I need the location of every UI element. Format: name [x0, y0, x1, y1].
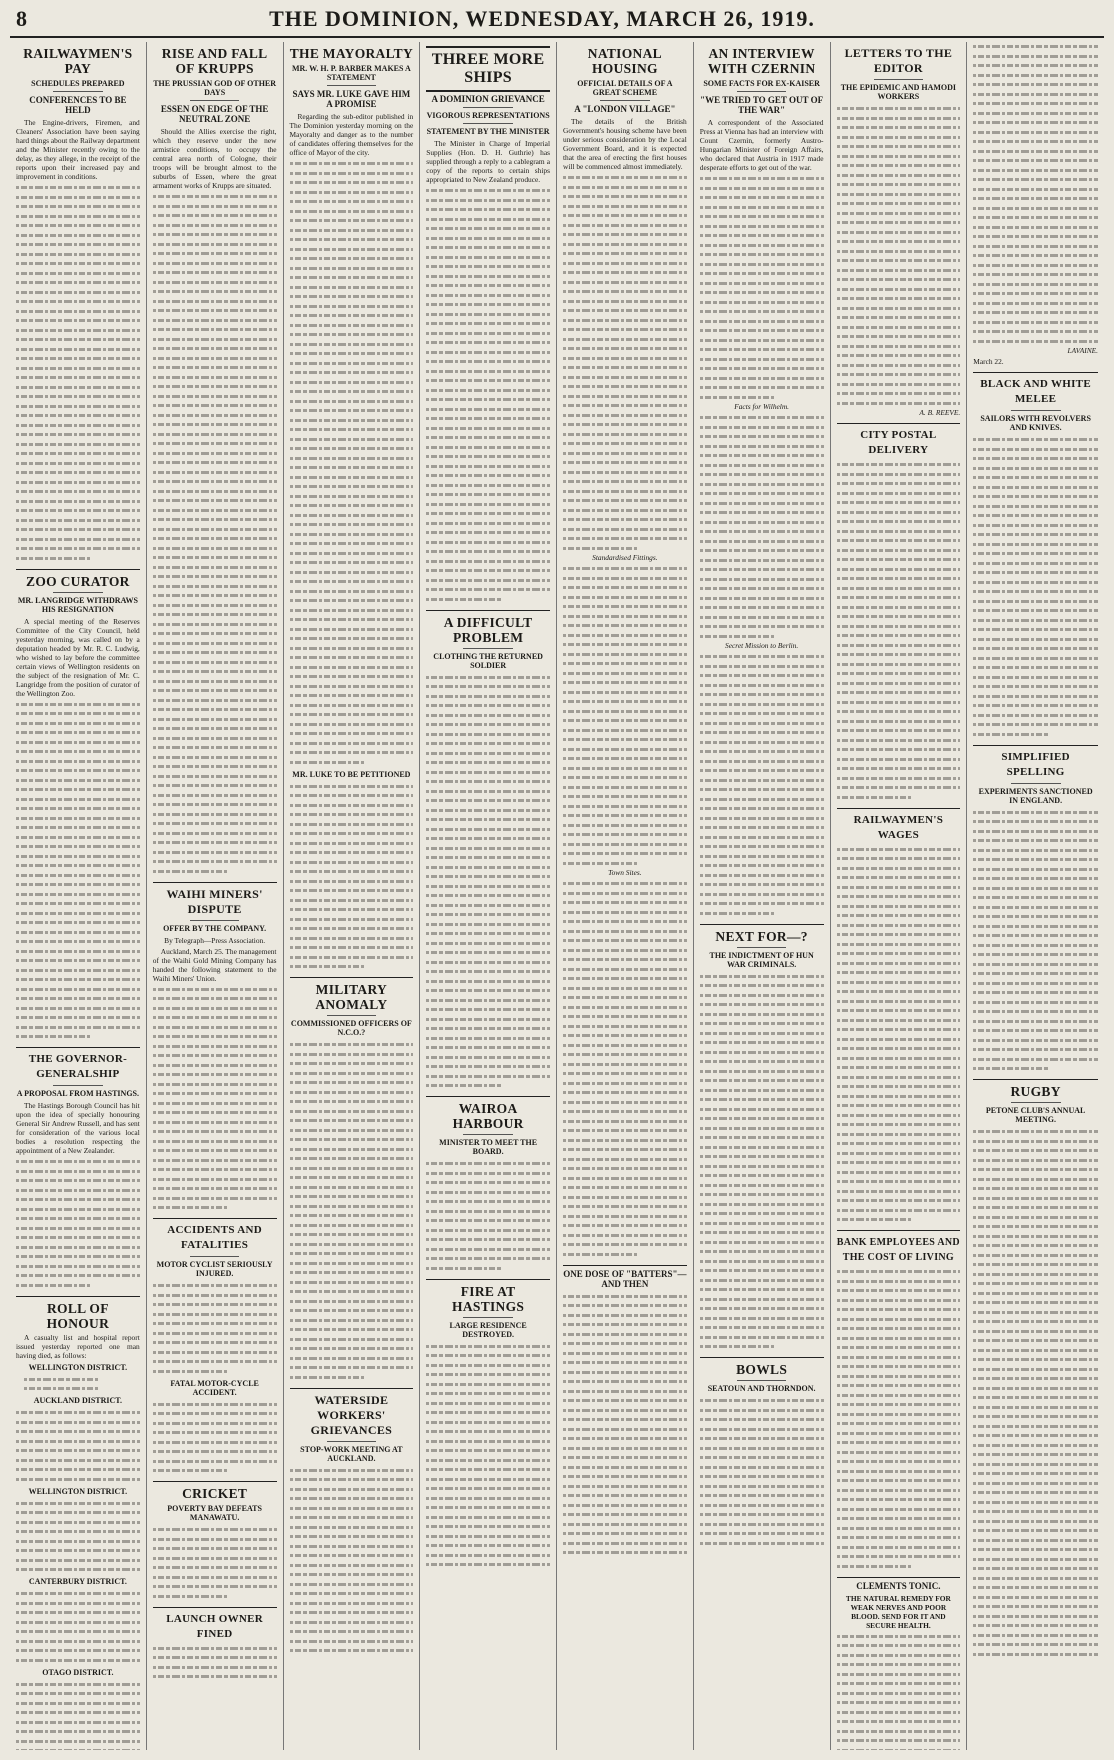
columns: [10, 42, 1104, 1750]
subheadline: A PROPOSAL FROM HASTINGS.: [16, 1089, 139, 1098]
article-city-postal: [837, 428, 961, 802]
masthead: [10, 6, 1104, 38]
subheadline: OFFICIAL DETAILS OF A GREAT SCHEME: [577, 79, 673, 97]
headline: NEXT FOR—?: [715, 928, 808, 944]
article-black-and-white: [973, 377, 1098, 739]
advertisement-batters: [563, 1269, 687, 1558]
byline: By Telegraph—Press Association.: [164, 935, 266, 945]
headline: THE GOVERNOR-GENERALSHIP: [28, 1053, 128, 1080]
signature: A. B. REEVE.: [919, 408, 961, 417]
headline: LETTERS TO THE EDITOR: [844, 46, 953, 75]
subheadline: A DOMINION GRIEVANCE: [431, 94, 545, 104]
subheadline: MR. LANGRIDGE WITHDRAWS HIS RESIGNATION: [17, 595, 138, 614]
headline: A DIFFICULT PROBLEM: [443, 614, 533, 645]
column-4: [420, 42, 557, 1750]
article-letter-continued: [973, 42, 1098, 366]
subheadline: CLOTHING THE RETURNED SOLDIER: [433, 651, 543, 670]
newspaper-title: THE DOMINION, WEDNESDAY, MARCH 26, 1919.: [269, 6, 815, 31]
section-label: Standardised Fittings.: [592, 553, 658, 562]
article-next-for: [700, 929, 824, 1352]
subheadline: PETONE CLUB'S ANNUAL MEETING.: [985, 1106, 1086, 1124]
headline: RISE AND FALL OF KRUPPS: [161, 46, 268, 76]
subheadline: EXPERIMENTS SANCTIONED IN ENGLAND.: [978, 786, 1093, 805]
article-simplified-spelling: [973, 750, 1098, 1074]
headline: THREE MORE SHIPS: [426, 46, 550, 92]
subheadline: SAILORS WITH REVOLVERS AND KNIVES.: [980, 414, 1091, 432]
column-7: [831, 42, 968, 1750]
subheadline: STOP-WORK MEETING AT AUCKLAND.: [300, 1444, 403, 1463]
district-label: OTAGO DISTRICT.: [42, 1667, 114, 1677]
subheadline: SCHEDULES PREPARED: [31, 79, 125, 88]
ad-text: THE NATURAL REMEDY FOR WEAK NERVES AND POOR BLOOD. SEND FOR IT AND SECURE HEALTH.: [845, 1593, 951, 1630]
section-label: Town Sites.: [608, 868, 642, 877]
article-bank-employees: [837, 1235, 961, 1571]
subheadline: MINISTER TO MEET THE BOARD.: [439, 1138, 538, 1156]
subheadline: SOME FACTS FOR EX-KAISER: [703, 79, 820, 88]
article-difficult-problem: [426, 615, 550, 1091]
article-text: Auckland, March 25. The management of the Waihi Gold Mining Company has handed the following statement to the Waihi Miners' Union.: [152, 946, 277, 983]
article-zoo-curator: [16, 574, 140, 1042]
article-text: A special meeting of the Reserves Committee of the City Council, held yesterday morning, was called on by a deputation headed by Mr. R. C. Ludwig, who wished to lay before the committee certain views of Wellington residents on the subject of the resignation of Mr. C. Langridge from the position of curator of the Wellington Zoo.: [16, 616, 140, 698]
headline: BLACK AND WHITE MELEE: [980, 378, 1091, 405]
subheadline: "WE TRIED TO GET OUT OF THE WAR": [700, 95, 824, 115]
district-label: WELLINGTON DISTRICT.: [28, 1486, 128, 1496]
headline: WATERSIDE WORKERS' GRIEVANCES: [310, 1392, 393, 1437]
subheadline: SAYS MR. LUKE GAVE HIM A PROMISE: [292, 89, 411, 109]
subheadline: THE EPIDEMIC AND HAMODI WORKERS: [840, 83, 957, 101]
ad-headline: ONE DOSE OF "BATTERS"— AND THEN: [563, 1268, 687, 1289]
headline: NATIONAL HOUSING: [587, 46, 662, 76]
headline: ZOO CURATOR: [26, 573, 130, 589]
subheadline: COMMISSIONED OFFICERS OF N.C.O.?: [290, 1019, 412, 1037]
subheadline: MOTOR CYCLIST SERIOUSLY INJURED.: [156, 1260, 273, 1278]
headline: ROLL OF HONOUR: [46, 1300, 110, 1331]
subheadline: FATAL MOTOR-CYCLE ACCIDENT.: [170, 1378, 259, 1397]
subheadline: STATEMENT BY THE MINISTER: [426, 127, 550, 136]
subheadline: POVERTY BAY DEFEATS MANAWATU.: [167, 1504, 262, 1522]
subheadline: ESSEN ON EDGE OF THE NEUTRAL ZONE: [160, 104, 269, 124]
letter-date: March 22.: [973, 357, 1004, 366]
article-letters-to-editor: [837, 46, 961, 417]
article-military-anomaly: [290, 982, 414, 1382]
article-krupps: [153, 46, 277, 876]
article-accidents: [153, 1223, 277, 1475]
subheadline: OFFER BY THE COMPANY.: [163, 923, 267, 933]
article-text: Regarding the sub-editor published in The Dominion yesterday morning on the Mayoralty and danger as to the number of candidates offering themselves for the office of Mayor of the city.: [289, 112, 414, 157]
section-label: Facts for Wilhelm.: [734, 402, 790, 411]
column-2: [147, 42, 284, 1750]
article-bowls: [700, 1362, 824, 1548]
article-railwaymens-wages: [837, 813, 961, 1225]
district-label: CANTERBURY DISTRICT.: [28, 1577, 127, 1586]
subheadline: A "LONDON VILLAGE": [574, 104, 676, 114]
article-national-housing: [563, 46, 687, 1259]
article-roll-of-honour: [16, 1301, 140, 1751]
headline: LAUNCH OWNER FINED: [166, 1612, 264, 1640]
article-text: The Minister in Charge of Imperial Supplies (Hon. D. H. Guthrie) has supplied through a reply to a cablegram a copy of the reports to certain ships appropriated to New Zealand produce.: [426, 139, 550, 184]
subheadline: CONFERENCES TO BE HELD: [29, 95, 127, 115]
headline: BOWLS: [736, 1362, 788, 1377]
headline: CRICKET: [182, 1486, 248, 1501]
article-fire-at-hastings: [426, 1284, 550, 1570]
subheadline: LARGE RESIDENCE DESTROYED.: [449, 1320, 527, 1339]
headline: MILITARY ANOMALY: [315, 982, 388, 1012]
column-8: [967, 42, 1104, 1750]
article-text: The Engine-drivers, Firemen, and Cleaners' Association have been saying hard things about the Railway department and the Minister recently owing to the delay, as they allege, in the receipt of the reports upon their increased pay and improvement in conditions.: [16, 118, 140, 181]
article-text: The Hastings Borough Council has hit upon the idea of specially honouring General Sir Andrew Russell, and has sent for consideration of the various local bodies a resolution respecting the appointment of a New Zealander.: [16, 1101, 140, 1155]
ad-headline: CLEMENTS TONIC.: [856, 1580, 941, 1591]
column-1: [10, 42, 147, 1750]
headline: ACCIDENTS AND FATALITIES: [167, 1224, 262, 1251]
article-railwaymens-pay: [16, 46, 140, 563]
article-governor-generalship: [16, 1052, 140, 1290]
subheadline: MR. W. H. P. BARBER MAKES A STATEMENT: [291, 64, 411, 82]
article-launch-owner: [153, 1612, 277, 1682]
column-5: [557, 42, 694, 1750]
headline: CITY POSTAL DELIVERY: [860, 429, 937, 456]
article-waterside: [290, 1393, 414, 1656]
headline: THE MAYORALTY: [289, 46, 414, 61]
signature: LAVAINE.: [1067, 346, 1098, 355]
headline: WAIHI MINERS' DISPUTE: [166, 886, 263, 916]
headline: RAILWAYMEN'S WAGES: [853, 813, 944, 841]
article-text: A casualty list and hospital report issued yesterday reported one man having died, as follows:: [16, 1332, 140, 1360]
column-3: [284, 42, 421, 1750]
subheadline: THE INDICTMENT OF HUN WAR CRIMINALS.: [709, 950, 814, 969]
headline: SIMPLIFIED SPELLING: [1001, 750, 1070, 778]
headline: RAILWAYMEN'S PAY: [23, 46, 133, 76]
subheadline: SEATOUN AND THORNDON.: [707, 1384, 816, 1393]
district-label: WELLINGTON DISTRICT.: [28, 1362, 128, 1372]
advertisement-clements-tonic: [837, 1581, 961, 1751]
article-text: A correspondent of the Associated Press at Vienna has had an interview with Count Czernin, formerly Austro-Hungarian Minister of Foreign Affairs, who declared that Austria in 1917 made desperate efforts to get out of the war.: [699, 118, 824, 172]
section-label: Secret Mission to Berlin.: [725, 641, 799, 650]
subheadline: VIGOROUS REPRESENTATIONS: [426, 111, 550, 120]
article-three-more-ships: [426, 46, 550, 604]
article-text: The details of the British Government's housing scheme have been under serious consideration by the Local Government Board, and it is expected that the area of erecting the first houses will be commenced almost immediately.: [563, 117, 687, 171]
article-mayoralty: [290, 46, 414, 971]
subheadline: MR. LUKE TO BE PETITIONED: [292, 769, 411, 779]
headline: WAIROA HARBOUR: [452, 1101, 524, 1131]
article-text: Should the Allies exercise the right, which they reserve under the new armistice conditions, to occupy the central area north of Cologne, their troops will be brought almost to the suburbs of Essen, where the great armament works of Krupps are situated.: [152, 127, 277, 190]
column-6: [694, 42, 831, 1750]
headline: RUGBY: [1010, 1084, 1061, 1099]
article-czernin: [700, 46, 824, 918]
article-cricket: [153, 1486, 277, 1601]
article-rugby: [973, 1084, 1098, 1659]
district-label: AUCKLAND DISTRICT.: [33, 1396, 123, 1405]
headline: BANK EMPLOYEES AND THE COST OF LIVING: [836, 1237, 960, 1263]
subheadline: THE PRUSSIAN GOD OF OTHER DAYS: [153, 79, 277, 97]
headline: AN INTERVIEW WITH CZERNIN: [707, 46, 816, 76]
headline: FIRE AT HASTINGS: [452, 1283, 525, 1314]
page-number: 8: [16, 6, 27, 31]
article-waihi: [153, 887, 277, 1213]
article-wairoa-harbour: [426, 1101, 550, 1273]
